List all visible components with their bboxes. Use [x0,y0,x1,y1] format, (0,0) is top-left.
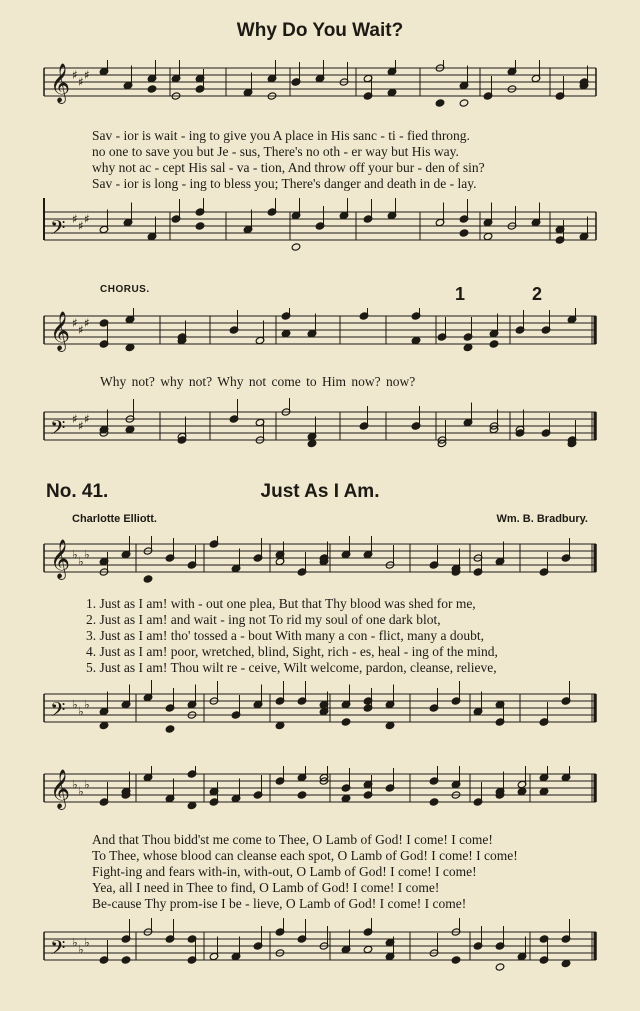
notes [99,198,589,251]
treble-clef-icon: 𝄞 [50,63,71,103]
lyric-line: no one to save you but Je - sus, There's no oth - er way but His way. [92,144,459,159]
treble-clef-icon: 𝄞 [50,769,71,809]
lyric-line: And that Thou bidd'st me come to Thee, O Lamb of God! I come! I come! [92,832,493,847]
bass-staff [40,680,600,750]
lyric-line: To Thee, whose blood can cleanse each spot, O Lamb of God! I come! I come! [92,848,518,863]
svg-text:♯: ♯ [84,68,90,82]
lyric-line: why not ac - cept His sal - va - tion, And throw off your bur - den of sin? [92,160,485,175]
lyric-line: 3. Just as I am! tho' tossed a - bout With many a con - flict, many a doubt, [86,628,484,643]
staff-lines [44,198,596,240]
lyric-line: 5. Just as I am! Thou wilt re - ceive, Wilt welcome, pardon, cleanse, relieve, [86,660,497,675]
lyric-line: Sav - ior is wait - ing to give you A place in His sanc - ti - fied throng. [92,128,470,143]
svg-text:♯: ♯ [72,68,78,82]
hymn-title: Just As I Am. [260,481,380,502]
verse-lyrics [92,832,518,912]
notes [99,536,571,583]
svg-text:♭: ♭ [78,784,84,799]
lyricist: Charlotte Elliott. [72,513,157,525]
bass-staff [40,398,600,468]
first-ending: 1 [455,284,466,304]
lyric-line: Sav - ior is long - ing to bless you; There's danger and death in de - lay. [92,176,477,191]
chorus-label: CHORUS. [100,284,150,295]
notes [99,680,571,733]
bass-staff [40,198,600,268]
svg-text:♯: ♯ [72,316,78,330]
bass-clef-icon: 𝄢 [50,216,66,244]
key-signature [72,412,90,433]
treble-clef-icon: 𝄞 [50,539,71,579]
svg-text:♯: ♯ [72,212,78,226]
chorus-lyrics: Why not? why not? Why not come to Him now? now? [100,374,416,389]
bass-clef-icon: 𝄢 [50,416,66,444]
bass-staff [40,918,600,988]
svg-text:♯: ♯ [84,316,90,330]
svg-text:♯: ♯ [84,412,90,426]
svg-text:♯: ♯ [78,219,84,233]
svg-text:♭: ♭ [84,697,90,712]
verse-lyrics [92,128,485,192]
svg-text:♭: ♭ [78,704,84,719]
bass-clef-icon: 𝄢 [50,698,66,726]
lyric-line: 4. Just as I am! poor, wretched, blind, Sight, rich - es, heal - ing of the mind, [86,644,498,659]
svg-text:♭: ♭ [72,935,78,950]
lyric-line: Fight-ing and fears with-in, with-out, O Lamb of God! I come! I come! [92,864,477,879]
key-signature [72,316,90,337]
svg-text:♯: ♯ [78,75,84,89]
bass-clef-icon: 𝄢 [50,936,66,964]
notes [99,918,571,971]
treble-staff [40,60,600,116]
composer: Wm. B. Bradbury. [496,513,588,525]
hymn-number: No. 41. [46,481,109,502]
notes [99,60,589,107]
svg-text:♭: ♭ [78,554,84,569]
svg-text:♭: ♭ [78,942,84,957]
treble-clef-icon: 𝄞 [50,311,71,351]
svg-text:♭: ♭ [84,935,90,950]
verse-lyrics [86,596,498,676]
svg-text:♯: ♯ [72,412,78,426]
svg-text:♭: ♭ [84,777,90,792]
second-ending: 2 [532,284,543,304]
lyric-line: 1. Just as I am! with - out one plea, But that Thy blood was shed for me, [86,596,476,611]
treble-staff [40,536,600,594]
staff-lines [44,412,596,440]
lyric-line: Yea, all I need in Thee to find, O Lamb of God! I come! I come! [92,880,440,895]
treble-staff [40,308,600,364]
lyric-line: Be-cause Thy prom-ise I be - lieve, O Lamb of God! I come! I come! [92,896,467,911]
key-signature [72,212,90,233]
svg-text:♭: ♭ [72,777,78,792]
svg-text:♭: ♭ [72,547,78,562]
key-signature [72,68,90,89]
svg-text:♯: ♯ [78,419,84,433]
svg-text:♯: ♯ [78,323,84,337]
svg-text:♯: ♯ [84,212,90,226]
lyric-line: 2. Just as I am! and wait - ing not To rid my soul of one dark blot, [86,612,441,627]
svg-text:♭: ♭ [72,697,78,712]
hymn-title: Why Do You Wait? [236,20,404,41]
svg-text:♭: ♭ [84,547,90,562]
treble-staff [40,766,600,824]
